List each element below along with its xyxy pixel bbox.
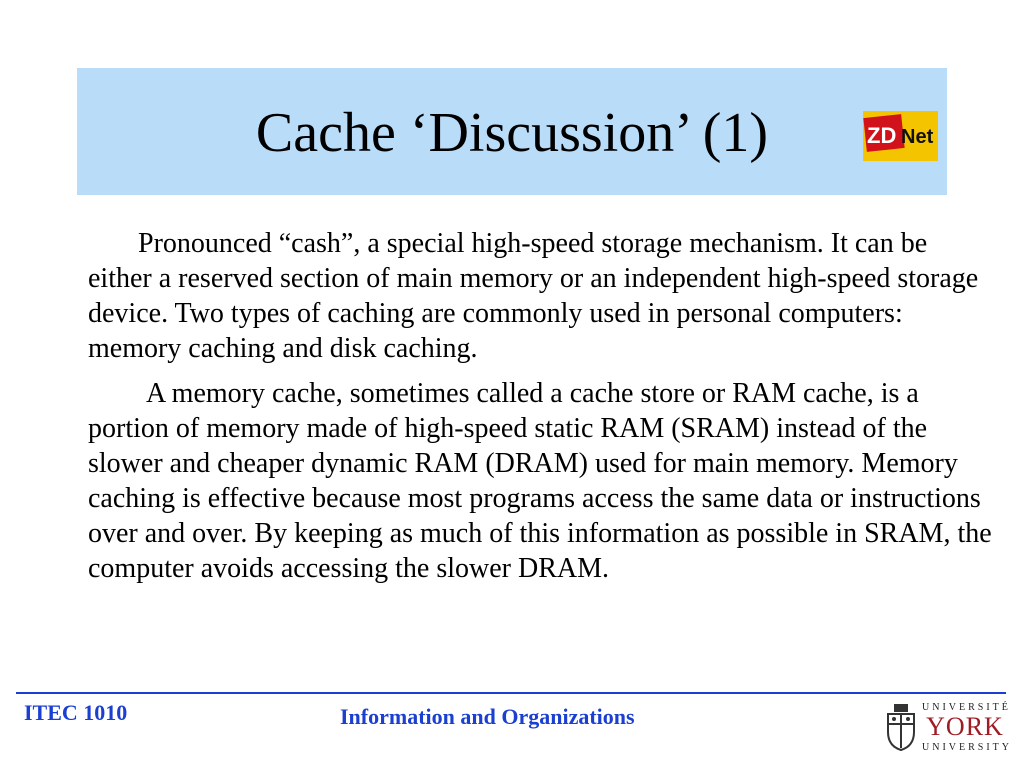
- york-university-logo: [884, 702, 1012, 754]
- york-logo-line1: UNIVERSITÉ: [922, 702, 1011, 713]
- footer-divider: [16, 692, 1006, 694]
- paragraph-1: Pronounced “cash”, a special high-speed storage mechanism. It can be either a reserved section of main memory or an independent high-speed storage device. Two types of caching are commonly used in personal computers: memory caching and disk caching.: [88, 228, 979, 364]
- crest-icon: [884, 702, 918, 752]
- paragraph-2: A memory cache, sometimes called a cache store or RAM cache, is a portion of memory made of high-speed static RAM (SRAM) instead of the slower and cheaper dynamic RAM (DRAM) used for main memory. Memory caching is effective because most programs access the same data or instructions over and over. By keeping as much of this information as possible in SRAM, the computer avoids accessing the slower DRAM.: [88, 378, 992, 584]
- york-logo-line3: UNIVERSITY: [922, 742, 1012, 753]
- slide-title: Cache ‘Discussion’ (1): [255, 102, 769, 164]
- svg-text:Net: Net: [901, 126, 934, 148]
- course-title: Information and Organizations: [340, 704, 635, 729]
- slide-body: [88, 226, 993, 596]
- title-band: [77, 68, 947, 195]
- york-logo-name: YORK: [926, 712, 1004, 741]
- svg-text:ZD: ZD: [867, 123, 897, 148]
- course-code: ITEC 1010: [24, 700, 128, 725]
- zdnet-logo-icon: [863, 111, 938, 161]
